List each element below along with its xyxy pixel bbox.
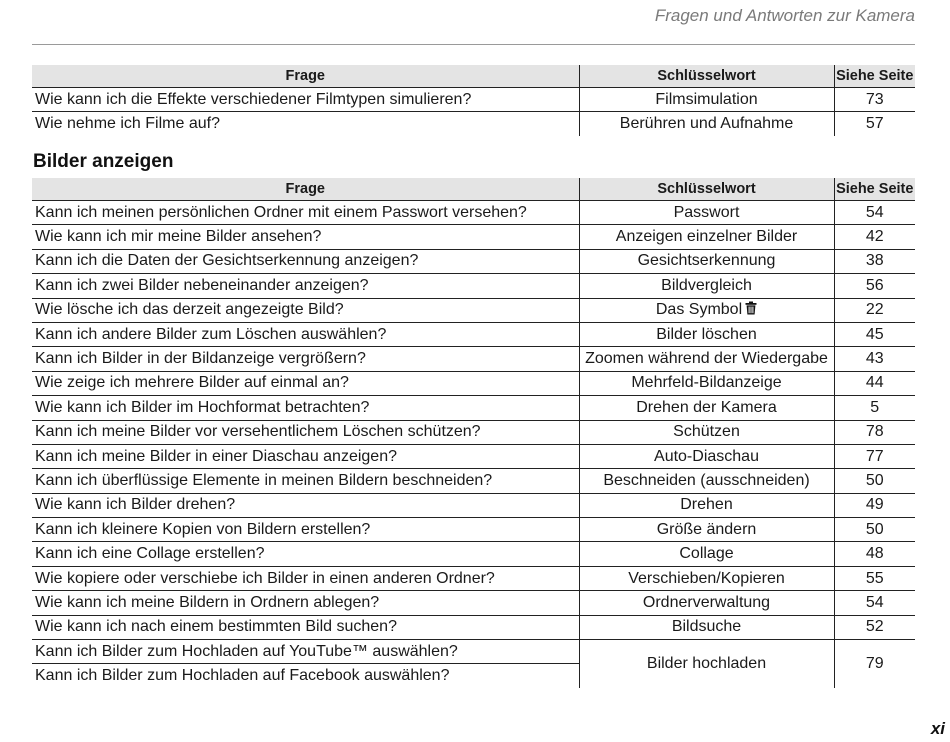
column-header-question: Frage [32, 65, 579, 88]
question-cell: Wie kann ich Bilder im Hochformat betrachten? [32, 396, 579, 420]
table-row [32, 112, 915, 136]
question-cell: Wie kann ich die Effekte verschiedener Filmtypen simulieren? [32, 88, 579, 112]
keyword-text: Filmsimulation [655, 90, 758, 108]
keyword-cell [579, 88, 834, 112]
keyword-text: Drehen der Kamera [636, 398, 777, 416]
keyword-cell [579, 396, 834, 420]
question-cell: Kann ich meinen persönlichen Ordner mit einem Passwort versehen? [32, 201, 579, 225]
keyword-cell [579, 493, 834, 517]
question-cell: Kann ich eine Collage erstellen? [32, 542, 579, 566]
page-cell: 5 [834, 396, 915, 420]
table-row [32, 396, 915, 420]
table-row [32, 542, 915, 566]
keyword-cell [579, 591, 834, 615]
table-row [32, 274, 915, 298]
question-cell: Kann ich Bilder in der Bildanzeige vergrößern? [32, 347, 579, 371]
header-divider [32, 44, 915, 45]
table-row [32, 640, 915, 664]
keyword-text: Schützen [673, 423, 740, 441]
table-row [32, 518, 915, 542]
page-number: xi [930, 719, 945, 738]
keyword-cell [579, 542, 834, 566]
question-cell: Kann ich zwei Bilder nebeneinander anzeigen? [32, 274, 579, 298]
question-cell: Wie kann ich mir meine Bilder ansehen? [32, 225, 579, 249]
table-row [32, 88, 915, 112]
column-header-page: Siehe Seite [834, 65, 915, 88]
question-cell: Wie nehme ich Filme auf? [35, 115, 220, 133]
table-row [32, 225, 915, 249]
question-cell: Kann ich Bilder zum Hochladen auf YouTube™ auswählen? [32, 640, 579, 664]
page-cell: 73 [834, 88, 915, 112]
table-row [32, 347, 915, 371]
page-cell: 45 [834, 322, 915, 346]
page-cell: 79 [834, 640, 915, 688]
keyword-text: Beschneiden (ausschneiden) [603, 471, 810, 489]
keyword-text: Bildvergleich [661, 276, 752, 294]
keyword-cell [579, 298, 834, 322]
keyword-text: Gesichtserkennung [637, 252, 776, 270]
keyword-text: Bildsuche [671, 618, 742, 636]
question-cell: Kann ich meine Bilder vor versehentlichem Löschen schützen? [32, 420, 579, 444]
table-row [32, 371, 915, 395]
keyword-cell [579, 566, 834, 590]
table-row [32, 566, 915, 590]
page-cell: 50 [834, 518, 915, 542]
question-cell: Wie kann ich nach einem bestimmten Bild suchen? [32, 615, 579, 639]
keyword-text: Das Symbol [655, 300, 743, 318]
section-title: Bilder anzeigen [33, 151, 174, 172]
page-cell: 49 [834, 493, 915, 517]
table-row [32, 322, 915, 346]
running-head: Fragen und Antworten zur Kamera [654, 6, 915, 25]
column-header-question: Frage [32, 178, 579, 201]
page-cell: 77 [834, 444, 915, 468]
table-row [32, 615, 915, 639]
table-row [32, 444, 915, 468]
faq-table-top [32, 65, 915, 136]
page-cell: 44 [834, 371, 915, 395]
keyword-text: Berühren und Aufnahme [619, 115, 794, 133]
page-cell: 54 [834, 591, 915, 615]
table-header-row [32, 178, 915, 201]
page-cell: 52 [834, 615, 915, 639]
table-row [32, 591, 915, 615]
keyword-cell [579, 201, 834, 225]
keyword-text: Drehen [680, 496, 733, 514]
keyword-cell [579, 518, 834, 542]
table-row [32, 298, 915, 322]
keyword-cell [579, 274, 834, 298]
question-cell: Kann ich Bilder zum Hochladen auf Facebook auswählen? [35, 667, 450, 685]
question-cell: Wie kann ich Bilder drehen? [32, 493, 579, 517]
keyword-cell [579, 371, 834, 395]
question-cell: Kann ich die Daten der Gesichtserkennung anzeigen? [32, 249, 579, 273]
keyword-cell [579, 615, 834, 639]
keyword-text: Ordnerverwaltung [642, 593, 771, 611]
faq-table-bilder-anzeigen [32, 178, 915, 688]
keyword-cell [579, 444, 834, 468]
column-header-keyword: Schlüsselwort [579, 65, 834, 88]
table-row [32, 249, 915, 273]
keyword-text: Passwort [673, 203, 740, 221]
question-cell: Wie lösche ich das derzeit angezeigte Bild? [32, 298, 579, 322]
keyword-cell [579, 469, 834, 493]
page-cell: 38 [834, 249, 915, 273]
keyword-text: Verschieben/Kopieren [628, 569, 785, 587]
keyword-text: Bilder löschen [656, 325, 757, 343]
page-cell: 22 [834, 298, 915, 322]
page-cell: 43 [834, 347, 915, 371]
table-row [32, 201, 915, 225]
keyword-text: Collage [679, 545, 734, 563]
keyword-cell: Bilder hochladen [579, 640, 834, 688]
table-row [32, 420, 915, 444]
question-cell: Kann ich kleinere Kopien von Bildern erstellen? [32, 518, 579, 542]
trash-icon [745, 301, 757, 320]
column-header-keyword: Schlüsselwort [579, 178, 834, 201]
question-cell: Wie kopiere oder verschiebe ich Bilder in einen anderen Ordner? [32, 566, 579, 590]
faq-table-top-body [32, 88, 915, 136]
keyword-cell [579, 225, 834, 249]
keyword-text: Auto-Diaschau [654, 447, 759, 465]
page-cell: 54 [834, 201, 915, 225]
page-cell: 42 [834, 225, 915, 249]
faq-table-bilder-anzeigen-body [32, 201, 915, 688]
question-cell: Kann ich überflüssige Elemente in meinen Bildern beschneiden? [32, 469, 579, 493]
question-cell: Wie zeige ich mehrere Bilder auf einmal an? [32, 371, 579, 395]
page-cell: 56 [834, 274, 915, 298]
page-cell: 50 [834, 469, 915, 493]
keyword-cell [579, 322, 834, 346]
question-cell: Wie kann ich meine Bildern in Ordnern ablegen? [32, 591, 579, 615]
keyword-text: Mehrfeld-Bildanzeige [631, 374, 782, 392]
keyword-cell [579, 420, 834, 444]
keyword-cell [579, 347, 834, 371]
table-row [32, 469, 915, 493]
page-cell: 48 [834, 542, 915, 566]
table-header-row [32, 65, 915, 88]
table-row [32, 493, 915, 517]
page-cell: 57 [834, 112, 915, 136]
column-header-page: Siehe Seite [834, 178, 915, 201]
keyword-text: Anzeigen einzelner Bilder [615, 228, 798, 246]
keyword-cell [579, 112, 834, 136]
keyword-text: Größe ändern [656, 520, 757, 538]
keyword-text: Zoomen während der Wiedergabe [585, 350, 828, 368]
question-cell: Kann ich meine Bilder in einer Diaschau anzeigen? [32, 444, 579, 468]
question-cell: Kann ich andere Bilder zum Löschen auswählen? [32, 322, 579, 346]
keyword-cell [579, 249, 834, 273]
page-cell: 78 [834, 420, 915, 444]
page-cell: 55 [834, 566, 915, 590]
